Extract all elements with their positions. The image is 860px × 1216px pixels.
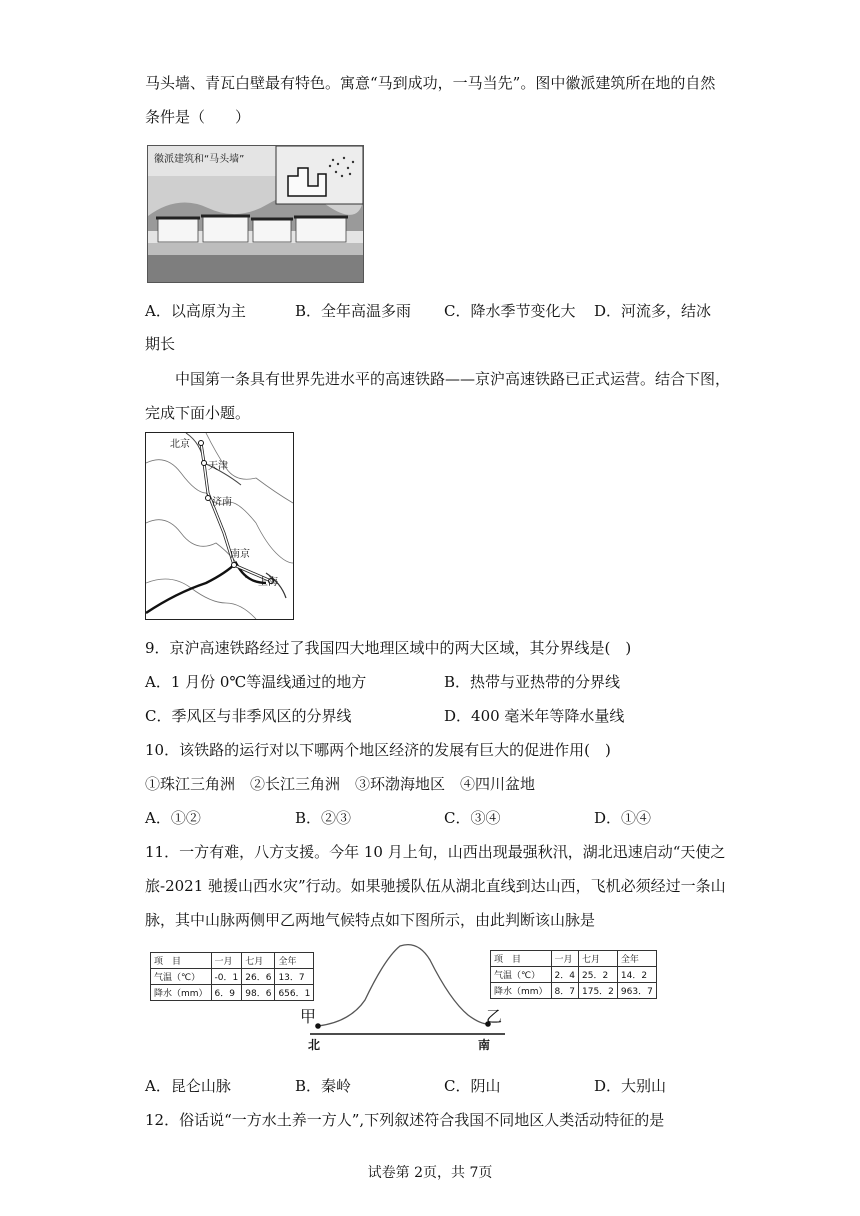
table-cell: 降水（mm）	[491, 983, 552, 999]
table-cell: 气温（℃）	[491, 967, 552, 983]
q8-option-a: A．以高原为主	[145, 302, 246, 320]
q11-option-b: B．秦岭	[295, 1077, 352, 1095]
label-north: 北	[308, 1038, 321, 1052]
table-cell: 8．7	[551, 983, 578, 999]
table-header: 项 目	[151, 953, 212, 969]
table-cell: 降水（mm）	[151, 985, 212, 1001]
q10-option-d: D．①④	[594, 809, 652, 827]
q11-text-line1: 11．一方有难，八方支援。今年 10 月上旬，山西出现最强秋汛，湖北迅速启动“天使之	[145, 843, 726, 861]
huizhou-architecture-photo	[147, 145, 364, 283]
table-cell: 98．6	[242, 985, 275, 1001]
q11-text-line2: 旅-2021 驰援山西水灾”行动。如果驰援队伍从湖北直线到达山西，飞机必须经过一条山	[145, 877, 726, 895]
q9-option-b: B．热带与亚热带的分界线	[444, 673, 621, 691]
q8-option-d-continued: 期长	[145, 335, 176, 353]
q10-option-a: A．①②	[145, 809, 201, 827]
climate-table-jia	[150, 952, 314, 1001]
q8-option-d: D．河流多，结冰	[594, 302, 712, 320]
intro-text-line1: 中国第一条具有世界先进水平的高速铁路——京沪高速铁路已正式运营。结合下图，	[175, 370, 731, 388]
q8-text-line1: 马头墙、青瓦白壁最有特色。寓意“马到成功，一马当先”。图中徽派建筑所在地的自然	[145, 74, 716, 92]
table-cell: 气温（℃）	[151, 969, 212, 985]
table-cell: 13．7	[275, 969, 314, 985]
q11-option-a: A．昆仑山脉	[145, 1077, 231, 1095]
city-label-jinan: 济南	[212, 497, 232, 508]
climate-table-yi	[490, 950, 657, 999]
q8-option-c: C．降水季节变化大	[444, 302, 576, 320]
table-cell: 656．1	[275, 985, 314, 1001]
table-header: 一月	[551, 951, 578, 967]
q8-text-line2: 条件是（ ）	[145, 108, 251, 126]
q10-option-c: C．③④	[444, 809, 501, 827]
table-cell: -0．1	[211, 969, 242, 985]
city-label-nanjing: 南京	[230, 549, 250, 560]
label-jia: 甲	[300, 1007, 317, 1026]
q10-option-b: B．②③	[295, 809, 352, 827]
city-label-beijing: 北京	[170, 439, 190, 450]
table-header: 全年	[617, 951, 656, 967]
label-south: 南	[478, 1038, 491, 1052]
q9-stem: 9．京沪高速铁路经过了我国四大地理区域中的两大区域，其分界线是( )	[145, 639, 632, 657]
q12-stem: 12．俗话说“一方水土养一方人”,下列叙述符合我国不同地区人类活动特征的是	[145, 1111, 665, 1129]
page-footer: 试卷第 2页，共 7页	[367, 1165, 493, 1181]
table-header: 一月	[211, 953, 242, 969]
q11-text-line3: 脉，其中山脉两侧甲乙两地气候特点如下图所示，由此判断该山脉是	[145, 911, 596, 929]
q11-option-c: C．阴山	[444, 1077, 501, 1095]
intro-text-line2: 完成下面小题。	[145, 404, 251, 422]
table-header: 全年	[275, 953, 314, 969]
q9-option-a: A．1 月份 0℃等温线通过的地方	[145, 673, 367, 691]
photo-caption: 徽派建筑和“马头墙”	[154, 154, 245, 165]
table-header: 七月	[579, 951, 618, 967]
mountain-climate-diagram	[150, 940, 670, 1055]
jinghu-railway-map	[145, 432, 294, 620]
table-cell: 175．2	[579, 983, 618, 999]
city-label-shanghai: 上海	[258, 577, 278, 588]
table-cell: 6．9	[211, 985, 242, 1001]
q8-option-b: B．全年高温多雨	[295, 302, 412, 320]
table-cell: 14．2	[617, 967, 656, 983]
table-header: 七月	[242, 953, 275, 969]
q11-option-d: D．大别山	[594, 1077, 667, 1095]
table-cell: 2．4	[551, 967, 578, 983]
q10-stem: 10．该铁路的运行对以下哪两个地区经济的发展有巨大的促进作用( )	[145, 741, 611, 759]
table-header: 项 目	[491, 951, 552, 967]
table-cell: 25．2	[579, 967, 618, 983]
q9-option-d: D．400 毫米年等降水量线	[444, 707, 625, 725]
q9-option-c: C．季风区与非季风区的分界线	[145, 707, 352, 725]
table-cell: 26．6	[242, 969, 275, 985]
city-label-tianjin: 天津	[208, 461, 228, 472]
label-yi: 乙	[486, 1007, 503, 1026]
q10-items: ①珠江三角洲 ②长江三角洲 ③环渤海地区 ④四川盆地	[145, 775, 536, 793]
table-cell: 963．7	[617, 983, 656, 999]
